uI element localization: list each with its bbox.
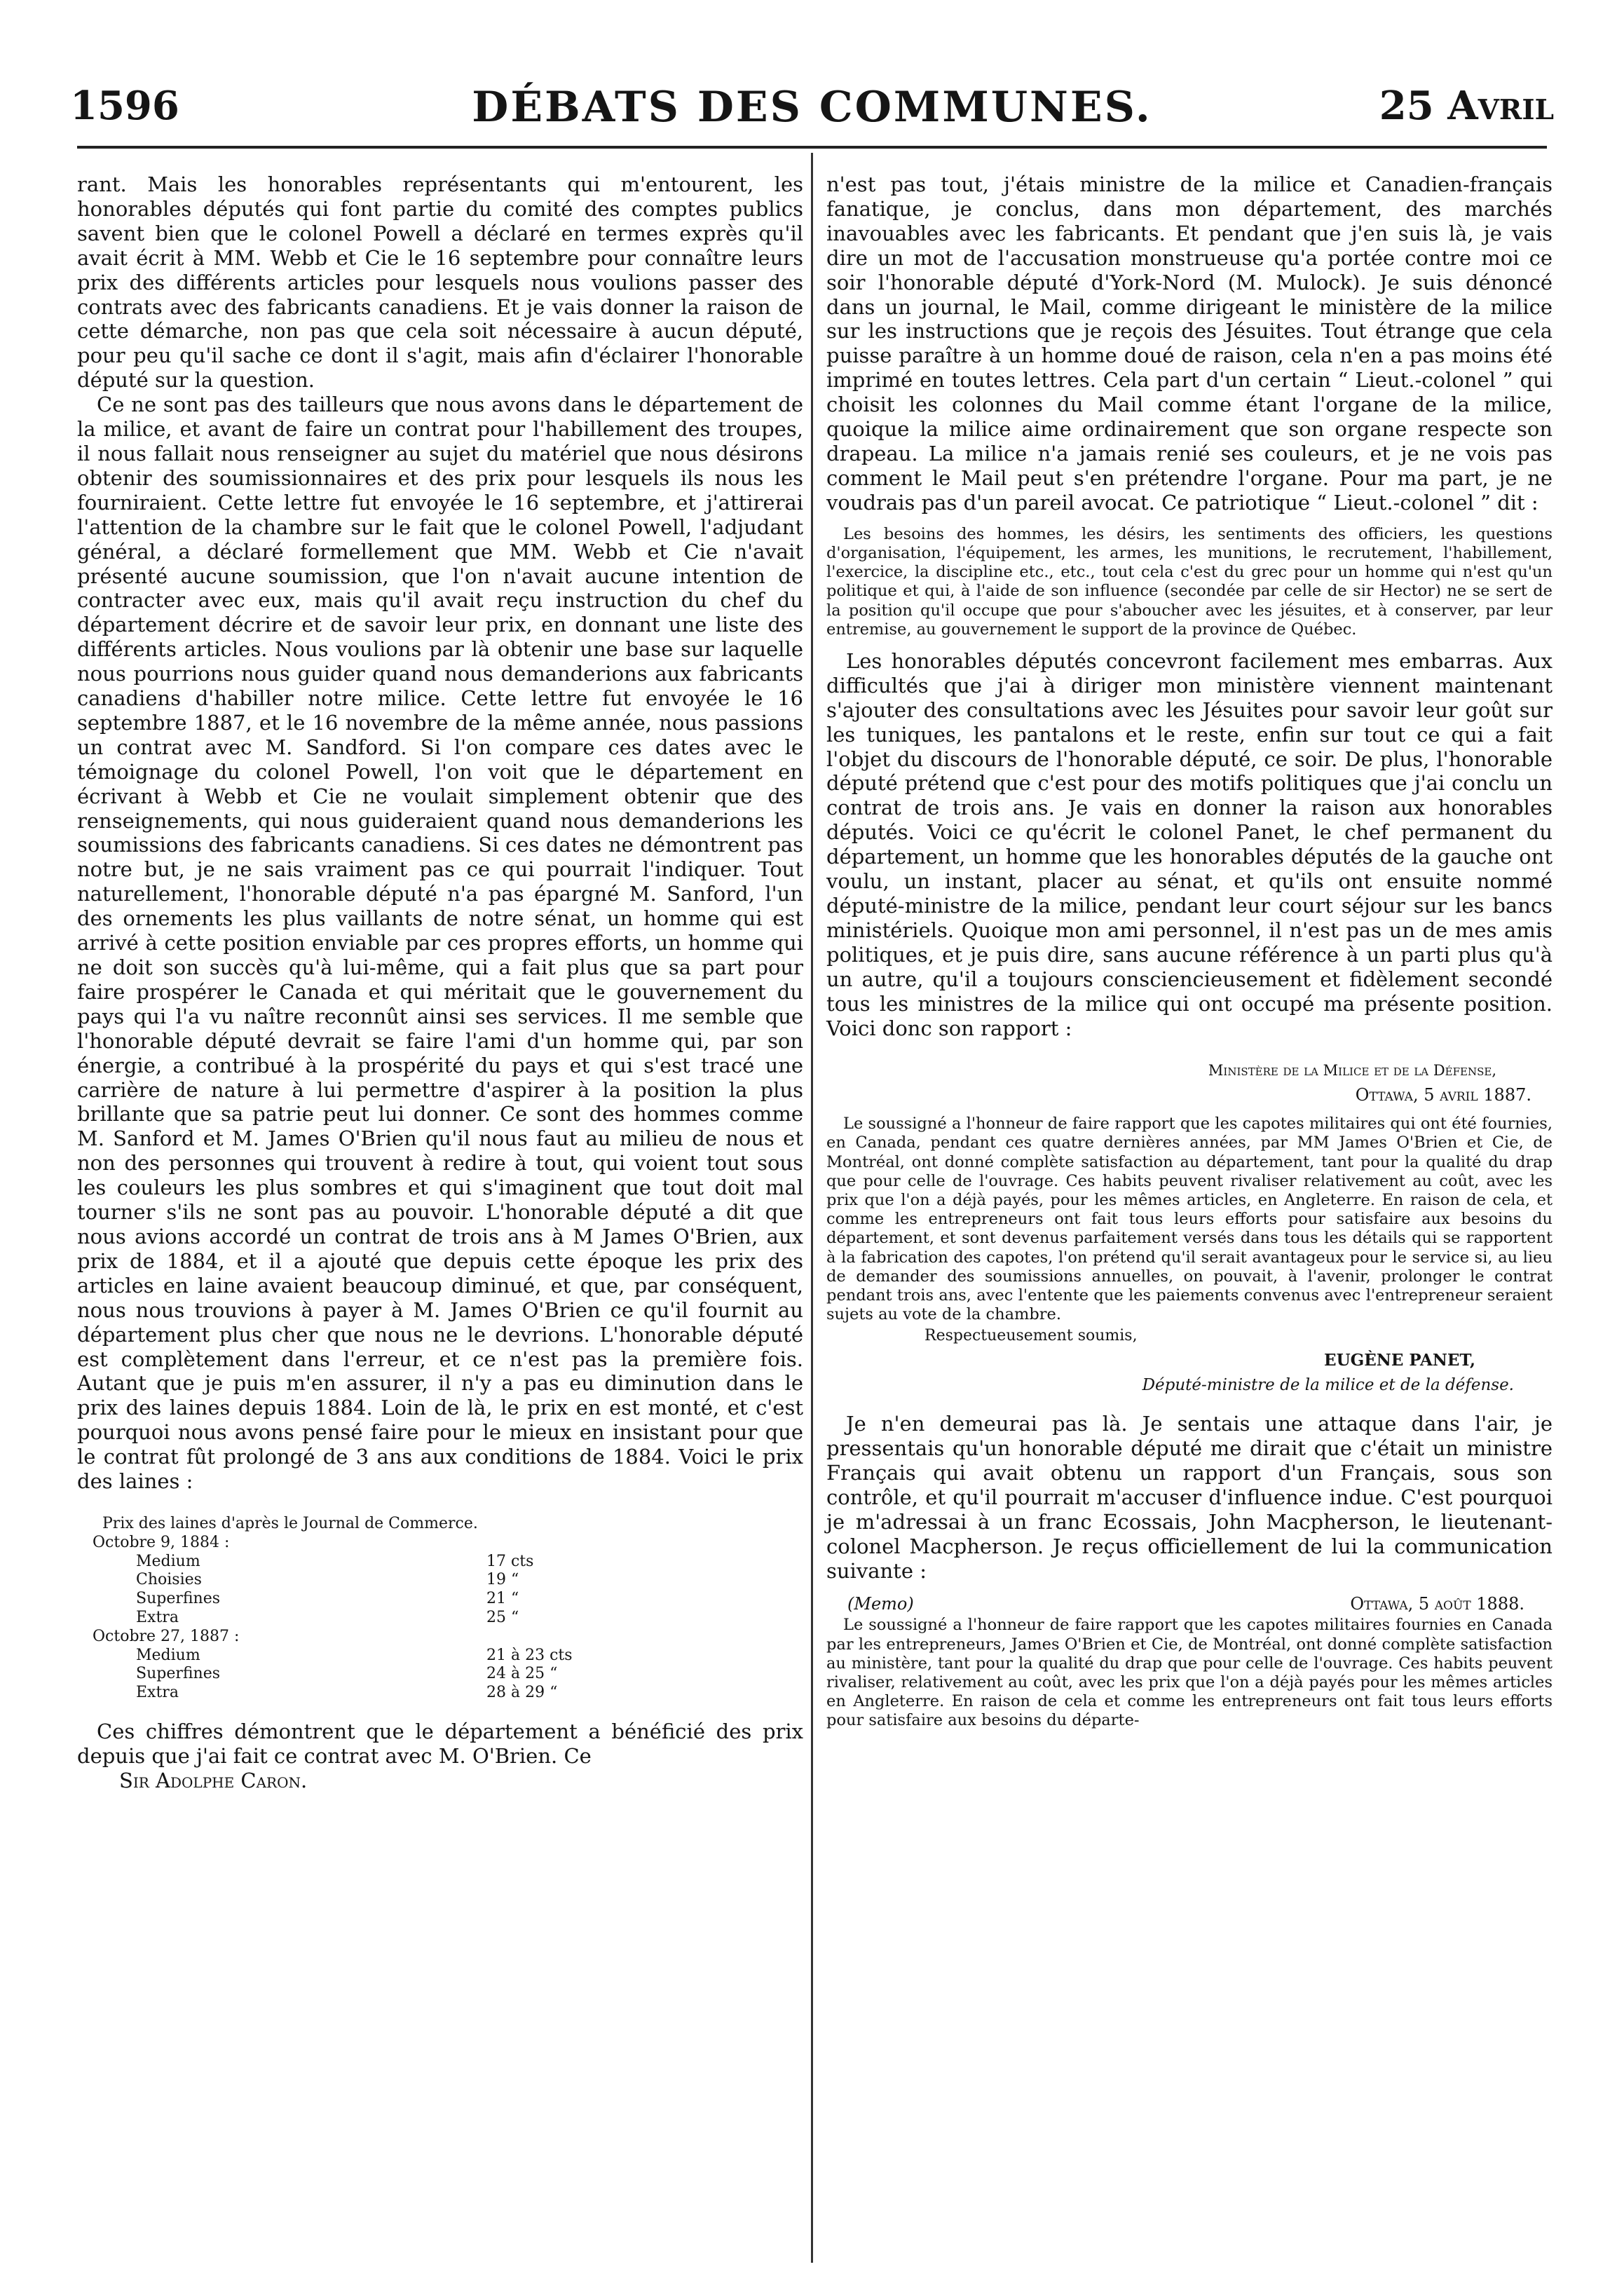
column-divider: [811, 153, 813, 2263]
paragraph: n'est pas tout, j'étais ministre de la milice et Canadien-français fanatique, je conclus, dans mon département, des marchés inavouables avec les fabricants. Et pendant que j'en suis là, je vais dire un mot de l'accusation monstrueuse qu'a portée contre moi ce soir l'honorable député d'York-Nord (M. Mulock). Je suis dénoncé dans un journal, le Mail, comme dirigeant le ministère de la milice sur les instructions que je reçois des Jésuites. Tout étrange que cela puisse paraître à un homme doué de raison, cela n'en a pas moins été imprimé en toutes lettres. Cela part d'un certain “ Lieut.-colonel ” qui choisit les colonnes du Mail comme étant l'organe de la milice, quoique la milice aime ordinairement que son organe respecte son drapeau. La milice n'a jamais renié ses couleurs, et je ne vois pas comment le Mail peut s'en prétendre l'organe. Pour ma part, je ne voudrais pas d'un pareil avocat. Ce patriotique “ Lieut.-colonel ” dit :: [826, 172, 1553, 515]
table-row: Superfines 24 à 25 “: [136, 1665, 558, 1683]
table-row: Medium 17 cts: [136, 1552, 534, 1570]
paragraph: Ce ne sont pas des tailleurs que nous avons dans le département de la milice, et avant de faire un contrat pour l'habillement des troupes, il nous fallait nous renseigner au sujet du matériel que nous désirons obtenir des soumissionnaires et des prix pour lesquels ils nous les fourniraient. Cette lettre fut envoyée le 16 septembre, et j'attirerai l'attention de la chambre sur le fait que le colonel Powell, l'adjudant général, a déclaré formellement que MM. Webb et Cie n'avait présenté aucune soumission, que l'on n'avait aucune intention de contracter avec eux, mais qu'il avait reçu instruction du chef du département décrire et de savoir leur prix, en donnant une liste des différents articles. Nous voulions par là obtenir une base sur laquelle nous pourrions nous guider quand nous demanderions aux fabricants canadiens d'habiller notre milice. Cette lettre fut envoyée le 16 septembre 1887, et le 16 novembre de la même année, nous passions un contrat avec M. Sandford. Si l'on compare ces dates avec le témoignage du colonel Powell, l'on voit que le département en écrivant à Webb et Cie ne voulait simplement obtenir que des renseignements, qui nous guideraient quand nous demanderions les soumissions des fabricants canadiens. Si ces dates ne démontrent pas notre but, je ne sais vraiment pas ce qui pourrait l'indiquer. Tout naturellement, l'honorable député n'a pas épargné M. Sanford, l'un des ornements les plus vaillants de notre sénat, un homme qui est arrivé à cette position enviable par ces propres efforts, un homme qui ne doit son succès qu'à lui-même, qui a fait plus que sa part pour faire prospérer le Canada et qui méritait que le gouvernement du pays qui l'a vu naître reconnût ainsi ses services. Il me semble que l'honorable député devrait se faire l'ami d'un homme qui, par son énergie, a contribué à la prospérité du pays et qui s'est tracé une carrière de nature à lui permettre d'aspirer à la position la plus brillante que sa patrie peut lui donner. Ce sont des hommes comme M. Sanford et M. James O'Brien qu'il nous faut au milieu de nous et non des personnes qui trouvent à redire à tout, qui voient tout sous les couleurs les plus sombres et qui s'imaginent que tout doit mal tourner s'ils ne sont pas au pouvoir. L'honorable député a dit que nous avions accordé un contrat de trois ans à M James O'Brien, aux prix de 1884, et il a ajouté que depuis cette époque les prix des articles en laine avaient beaucoup diminué, et que, par conséquent, nous nous trouvions à payer à M. James O'Brien ce qu'il fournit au département plus cher que nous ne le devrions. L'honorable député est complètement dans l'erreur, et ce n'est pas la première fois. Autant que je puis m'en assurer, il n'y a pas eu diminution dans le prix des laines depuis 1884. Loin de là, le prix en est monté, et c'est pourquoi nous avons pensé faire pour le mieux en insistant pour que le contrat fût prolongé de 3 ans aux conditions de 1884. Voici le prix des laines :: [77, 393, 803, 1494]
memo-header: [826, 1592, 1553, 1616]
table-row: Choisies 19 “: [136, 1571, 519, 1589]
page-title: DÉBATS DES COMMUNES.: [472, 83, 1152, 132]
left-column: [77, 172, 803, 1793]
letter-closing: Respectueusement soumis,: [924, 1327, 1138, 1345]
right-column: [826, 172, 1553, 1731]
letter-heading: Ministère de la Milice et de la Défense,: [1208, 1062, 1496, 1080]
page-header: [70, 83, 1554, 146]
paragraph: rant. Mais les honorables représentants qui m'entourent, les honorables députés qui font partie du comité des comptes publics savent bien que le colonel Powell a déclaré en termes exprès qu'il avait écrit à MM. Webb et Cie le 16 septembre pour connaître leurs prix des différents articles pour lesquels nous voulions passer des contrats avec des fabricants canadiens. Et je vais donner la raison de cette démarche, non pas que cela soit nécessaire à aucun député, pour peu qu'il sache ce dont il s'agit, mais afin d'éclairer l'honorable député sur la question.: [77, 172, 803, 393]
table-title: Prix des laines d'après le Journal de Commerce.: [102, 1514, 478, 1532]
letter-signature-title: Député-ministre de la milice et de la défense.: [1142, 1376, 1514, 1395]
table-row: Extra 28 à 29 “: [136, 1684, 558, 1702]
memo-label: (Memo): [847, 1593, 914, 1614]
header-rule: [77, 146, 1547, 149]
table-row: Extra 25 “: [136, 1608, 519, 1626]
quote-text: Les besoins des hommes, les désirs, les sentiments des officiers, les questions d'organisation, l'équipement, les armes, les munitions, le recrutement, l'habillement, l'exercice, la discipline etc., etc., tout cela c'est du grec pour un homme qui n'est qu'un politique et qui, à l'aide de son influence (secondée par celle de sir Hector) ne se sert de la position qu'il occupe que pour s'aboucher avec les jésuites, et à conserver, par leur entremise, au gouvernement le support de la province de Québec.: [826, 524, 1553, 639]
letter-body: Le soussigné a l'honneur de faire rapport que les capotes militaires qui ont été fournies, en Canada, pendant ces quatre dernières années, par MM James O'Brien et Cie, de Montréal, ont donné complète satisfaction au département, tant pour la qualité du drap que pour celle de l'ouvrage. Ces habits peuvent rivaliser relativement au coût, avec les prix que l'on a déjà payés, pour les mêmes articles, en Angleterre. En raison de cela, et comme les entrepreneurs ont fait tous leurs efforts pour satisfaire aux besoins du département, et sont devenus parfaitement versés dans tous les détails qui se rapportent à la fabrication des capotes, l'on prétend qu'il serait avantageux pour le service si, au lieu de demander des soumissions annuelles, on pouvait, à l'avenir, prolonger le contrat pendant trois ans, avec l'entente que les paiements convenus avec l'entrepreneur seraient sujets au vote de la chambre.: [826, 1115, 1553, 1324]
letter-place-date: Ottawa, 5 avril 1887.: [1355, 1085, 1531, 1105]
wool-price-table: [77, 1515, 803, 1703]
table-row: Superfines 21 “: [136, 1590, 519, 1608]
table-date: Octobre 27, 1887 :: [93, 1627, 240, 1645]
paragraph: Les honorables députés concevront facilement mes embarras. Aux difficultés que j'ai à diriger mon ministère viennent maintenant s'ajouter des consultations avec les Jésuites pour savoir leur goût sur les tuniques, les pantalons et le reste, enfin sur tout ce qui a fait l'objet du discours de l'honorable député, ce soir. De plus, l'honorable député prétend que c'est pour des motifs politiques que j'ai conclu un contrat de trois ans. Je vais en donner la raison aux honorables députés. Voici ce qu'écrit le colonel Panet, le chef permanent du département, un homme que les honorables députés de la gauche ont voulu, un instant, placer au sénat, et qu'ils ont ensuite nommé député-ministre de la milice, pendant leur court séjour sur les bancs ministériels. Quoique mon ami personnel, il n'est pas un de mes amis politiques, et je puis dire, sans aucune référence à un parti plus qu'à un autre, qu'il a toujours consciencieusement et fidèlement secondé tous les ministres de la milice qui ont occupé ma présente position. Voici donc son rapport :: [826, 648, 1553, 1040]
memo-body: Le soussigné a l'honneur de faire rapport que les capotes militaires fournies en Canada par les entrepreneurs, James O'Brien et Cie, de Montréal, ont donné complète satisfaction au ministère, tant pour la qualité du drap que pour celle de l'ouvrage. Ces habits peuvent rivaliser, relativement au coût, avec les prix que l'on a déjà payés pour les mêmes articles en Angleterre. En raison de cela et comme les entrepreneurs ont fait tous leurs efforts pour satisfaire aux besoins du départe-: [826, 1616, 1553, 1730]
paragraph: Ces chiffres démontrent que le département a bénéficié des prix depuis que j'ai fait ce contrat avec M. O'Brien. Ce: [77, 1719, 803, 1768]
memo-place-date: Ottawa, 5 août 1888.: [1350, 1593, 1524, 1614]
page-date: 25 Avril: [1379, 83, 1554, 129]
table-row: Medium 21 à 23 cts: [136, 1646, 573, 1664]
letter-signature: EUGÈNE PANET,: [1324, 1351, 1475, 1370]
quotation: [826, 525, 1553, 639]
table-date: Octobre 9, 1884 :: [93, 1533, 230, 1551]
paragraph: Je n'en demeurai pas là. Je sentais une attaque dans l'air, je pressentais qu'un honorable député me dirait que c'était un ministre Français qui avait obtenu un rapport d'un Français, sous son contrôle, et qu'il pourrait m'accuser d'influence indue. C'est pourquoi je m'adressai à un franc Ecossais, John Macpherson, le lieutenant-colonel Macpherson. Je reçus officiellement de lui la communication suivante :: [826, 1412, 1553, 1583]
speaker-name: Sir Adolphe Caron.: [119, 1768, 308, 1792]
page-number: 1596: [70, 83, 179, 129]
